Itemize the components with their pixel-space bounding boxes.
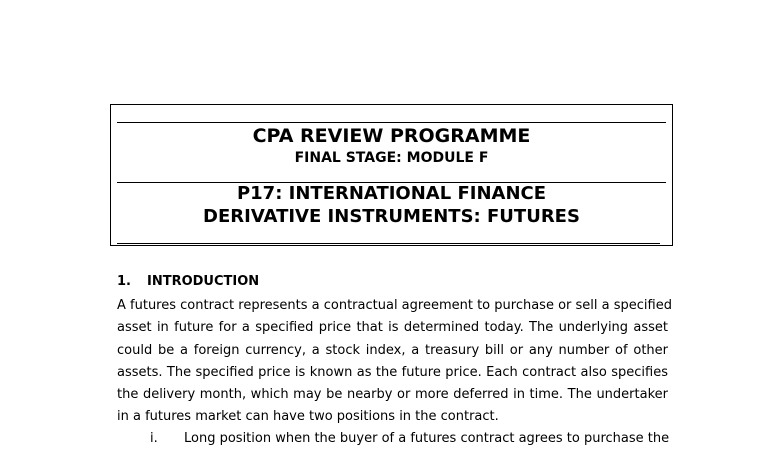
paragraph-line: assets. The specified price is known as the future price. Each contract also specifies [117, 364, 668, 380]
paragraph-line: A futures contract represents a contractual agreement to purchase or sell a specified [117, 298, 672, 313]
section-number: 1. [117, 274, 131, 289]
title-box [110, 104, 673, 246]
document-subtitle: FINAL STAGE: MODULE F [294, 150, 489, 166]
paragraph-line: asset in future for a specified price that is determined today. The underlying asset [117, 320, 668, 336]
paragraph-line: could be a foreign currency, a stock index, a treasury bill or any number of other [117, 342, 668, 358]
section-title: INTRODUCTION [147, 274, 260, 289]
paragraph [117, 295, 672, 429]
list-item-text: Long position when the buyer of a futures contract agrees to purchase the [184, 431, 670, 446]
divider [117, 243, 660, 244]
section-heading [117, 274, 259, 289]
document-title: CPA REVIEW PROGRAMME [252, 125, 531, 147]
paragraph-line: in a futures market can have two positions in the contract. [117, 409, 499, 425]
divider [117, 122, 666, 123]
list-item [150, 428, 668, 450]
paragraph-line: the delivery month, which may be nearby or more deferred in time. The undertaker [117, 387, 668, 403]
topic-title: DERIVATIVE INSTRUMENTS: FUTURES [203, 206, 580, 227]
list-marker: i. [150, 431, 158, 446]
paper-title: P17: INTERNATIONAL FINANCE [236, 183, 547, 204]
